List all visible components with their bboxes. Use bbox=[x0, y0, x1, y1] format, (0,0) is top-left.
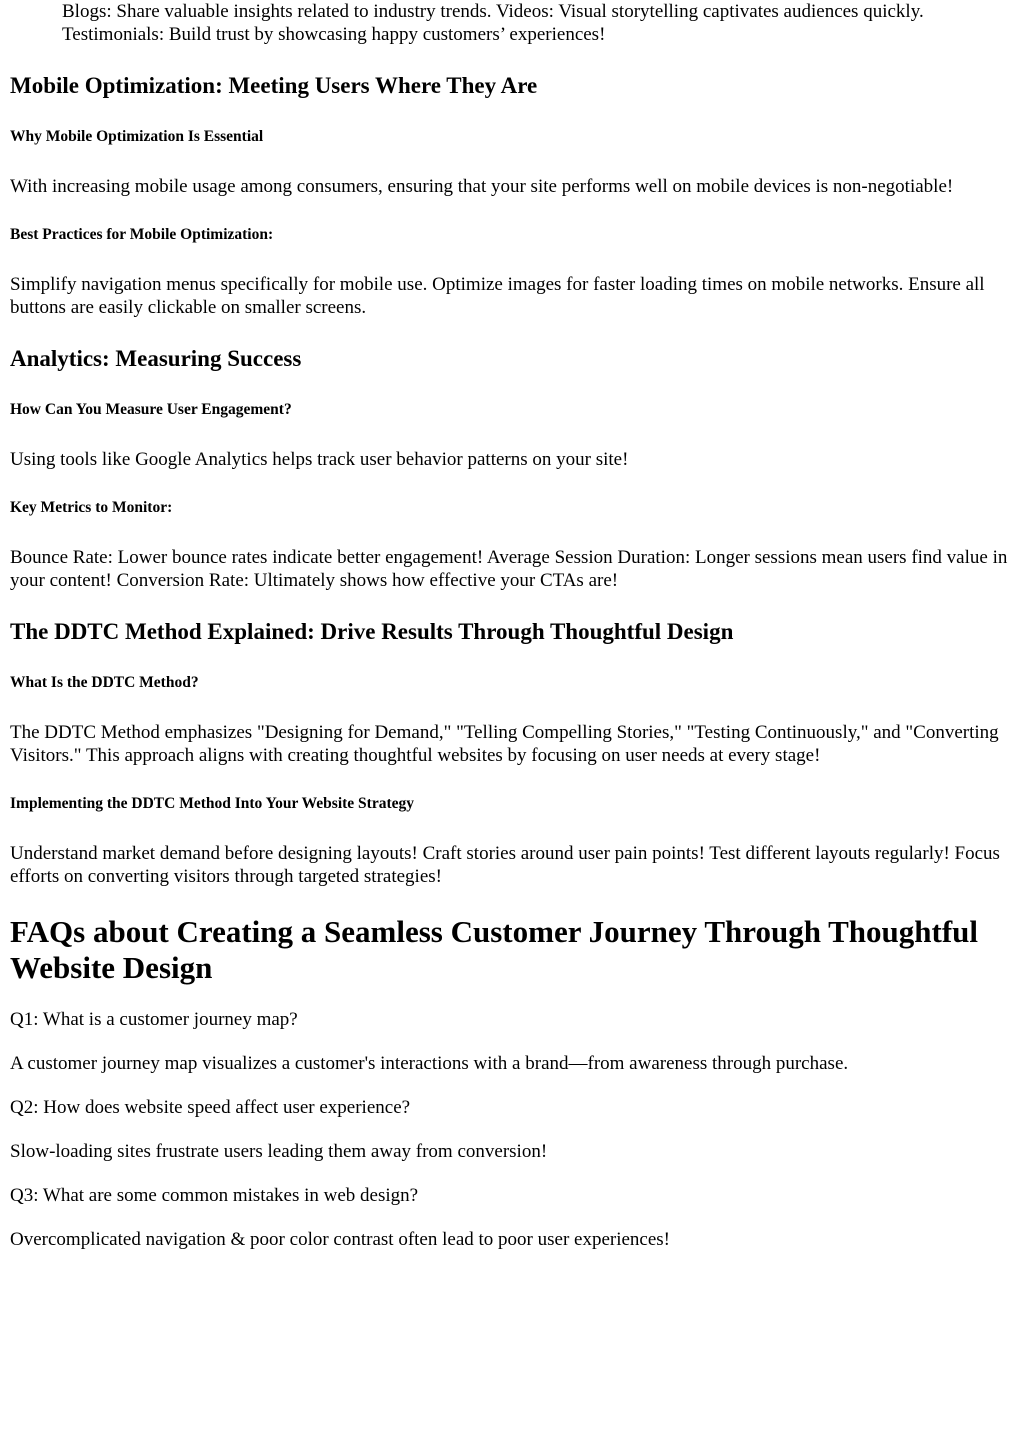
ddtc-implement-subheading: Implementing the DDTC Method Into Your Website Strategy bbox=[10, 795, 414, 812]
faq-question: Q2: How does website speed affect user experience? bbox=[10, 1097, 411, 1118]
faq-answer: A customer journey map visualizes a customer's interactions with a brand—from awareness through purchase. bbox=[10, 1053, 849, 1074]
why-mobile-subheading: Why Mobile Optimization Is Essential bbox=[10, 128, 264, 145]
content-types-list bbox=[10, 0, 1014, 46]
ddtc-implement-paragraph: Understand market demand before designing layouts! Craft stories around user pain points! Test different layouts regularly! Focus efforts on converting visitors through targeted strategies! bbox=[10, 843, 1000, 887]
key-metrics-subheading: Key Metrics to Monitor: bbox=[10, 499, 173, 516]
ddtc-what-subheading: What Is the DDTC Method? bbox=[10, 674, 199, 691]
mobile-optimization-heading: Mobile Optimization: Meeting Users Where They Are bbox=[10, 73, 538, 98]
content-types-line-2: Testimonials: Build trust by showcasing happy customers’ experiences! bbox=[62, 24, 606, 45]
mobile-best-practices-paragraph: Simplify navigation menus specifically for mobile use. Optimize images for faster loading times on mobile networks. Ensure all buttons are easily clickable on smaller screens. bbox=[10, 274, 985, 318]
faq-answer: Overcomplicated navigation & poor color contrast often lead to poor user experiences! bbox=[10, 1229, 671, 1250]
faq-answer: Slow-loading sites frustrate users leading them away from conversion! bbox=[10, 1141, 548, 1162]
ddtc-heading: The DDTC Method Explained: Drive Results Through Thoughtful Design bbox=[10, 619, 734, 644]
faq-question: Q3: What are some common mistakes in web design? bbox=[10, 1185, 419, 1206]
measure-engagement-subheading: How Can You Measure User Engagement? bbox=[10, 401, 292, 418]
key-metrics-paragraph: Bounce Rate: Lower bounce rates indicate better engagement! Average Session Duration: Longer sessions mean users find value in your content! Conversion Rate: Ultimately shows how effective your CTAs are! bbox=[10, 547, 1008, 591]
faq-question: Q1: What is a customer journey map? bbox=[10, 1009, 298, 1030]
measure-engagement-paragraph: Using tools like Google Analytics helps track user behavior patterns on your site! bbox=[10, 449, 629, 470]
analytics-heading: Analytics: Measuring Success bbox=[10, 346, 302, 371]
content-types-line-1: Blogs: Share valuable insights related to industry trends. Videos: Visual storytelling captivates audiences quickly. bbox=[62, 1, 924, 22]
ddtc-what-paragraph: The DDTC Method emphasizes "Designing for Demand," "Telling Compelling Stories," "Testing Continuously," and "Converting Visitors." This approach aligns with creating thoughtful websites by focusing on user needs at every stage! bbox=[10, 722, 999, 766]
why-mobile-paragraph: With increasing mobile usage among consumers, ensuring that your site performs well on mobile devices is non-negotiable! bbox=[10, 176, 954, 197]
faq-heading: FAQs about Creating a Seamless Customer Journey Through Thoughtful Website Design bbox=[10, 914, 979, 985]
mobile-best-practices-subheading: Best Practices for Mobile Optimization: bbox=[10, 226, 274, 243]
